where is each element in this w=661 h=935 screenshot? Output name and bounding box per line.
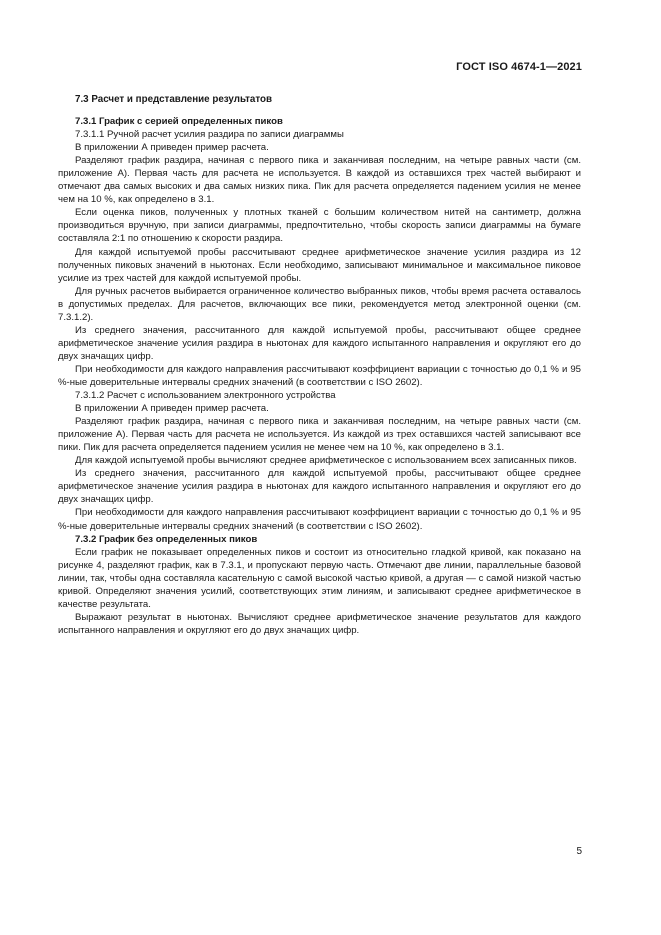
paragraph: При необходимости для каждого направления рассчитывают коэффициент вариации с точностью до 0,1 % и 95 %-ные доверительные интервалы средних значений (в соответствии с ISO 2602). [58, 363, 581, 388]
paragraph: Выражают результат в ньютонах. Вычисляют среднее арифметическое значение результатов для каждого испытанного направления и округляют его до двух значащих цифр. [58, 611, 581, 636]
subsection-7312-title: 7.3.1.2 Расчет с использованием электронного устройства [75, 390, 336, 402]
paragraph: Для каждой испытуемой пробы рассчитывают среднее арифметическое значение усилия раздира из 12 полученных пиковых значений в ньютонах. Если необходимо, записывают минимальное и максимальное пиковое усилие из трех частей для каждой испытуемой пробы. [58, 246, 581, 284]
paragraph: Из среднего значения, рассчитанного для каждой испытуемой пробы, рассчитывают общее среднее арифметическое значение усилия раздира в ньютонах для каждого испытанного направления и округляют его до двух значащих цифр. [58, 468, 581, 506]
paragraph: При необходимости для каждого направления рассчитывают коэффициент вариации с точностью до 0,1 % и 95 %-ные доверительные интервалы средних значений (в соответствии с ISO 2602). [58, 507, 581, 532]
paragraph: Для каждой испытуемой пробы вычисляют среднее арифметическое с использованием всех записанных пиков. [75, 455, 577, 467]
page-number: 5 [576, 846, 582, 857]
paragraph: Если оценка пиков, полученных у плотных тканей с большим количеством нитей на сантиметр, должна производиться вручную, при записи диаграммы, предпочтительно, чтобы скорость записи диаграммы на бумаге составляла 2:1 по отношению к скорости раздира. [58, 207, 581, 245]
paragraph: Из среднего значения, рассчитанного для каждой испытуемой пробы, рассчитывают общее среднее арифметическое значение усилия раздира в ньютонах для каждого испытанного направления и округляют его до двух значащих цифр. [58, 324, 581, 362]
paragraph: Если график не показывает определенных пиков и состоит из относительно гладкой кривой, как показано на рисунке 4, разделяют график, как в 7.3.1, и пропускают первую часть. Отмечают две линии, параллельные базовой линии, так, чтобы одна составляла касательную с самой высокой частью кривой, а другая — с самой низкой частью кривой. Определяют значения усилий, соответствующих этим линиям, и записывают среднее арифметическое в качестве результата. [58, 546, 581, 610]
subsection-7311-title: 7.3.1.1 Ручной расчет усилия раздира по записи диаграммы [75, 129, 344, 141]
standard-header: ГОСТ ISO 4674-1—2021 [456, 61, 582, 73]
paragraph: Разделяют график раздира, начиная с первого пика и заканчивая последним, на четыре равных части (см. приложение А). Первая часть для расчета не используется. Из каждой из трех оставшихся частей записывают все пики. Пик для расчета определяется падением усилия не менее чем на 10 %, как определено в 3.1. [58, 416, 581, 454]
paragraph: В приложении А приведен пример расчета. [75, 142, 269, 154]
main-content [58, 93, 581, 637]
paragraph: Для ручных расчетов выбирается ограниченное количество выбранных пиков, чтобы время расчета оставалось в допустимых пределах. Для расчетов, включающих все пики, рекомендуется метод электронной оценки (см. 7.3.1.2). [58, 285, 581, 323]
subsection-731-title: 7.3.1 График с серией определенных пиков [75, 116, 283, 128]
paragraph: В приложении А приведен пример расчета. [75, 403, 269, 415]
paragraph: Разделяют график раздира, начиная с первого пика и заканчивая последним, на четыре равных части (см. приложение А). Первая часть для расчета не используется. В каждой из оставшихся трех частей выбирают и отмечают два самых высоких и два самых низких пика. Пик для расчета определяется падением усилия не менее чем на 10 %, как определено в 3.1. [58, 155, 581, 206]
subsection-732-title: 7.3.2 График без определенных пиков [75, 533, 258, 545]
section-title: 7.3 Расчет и представление результатов [75, 94, 273, 105]
